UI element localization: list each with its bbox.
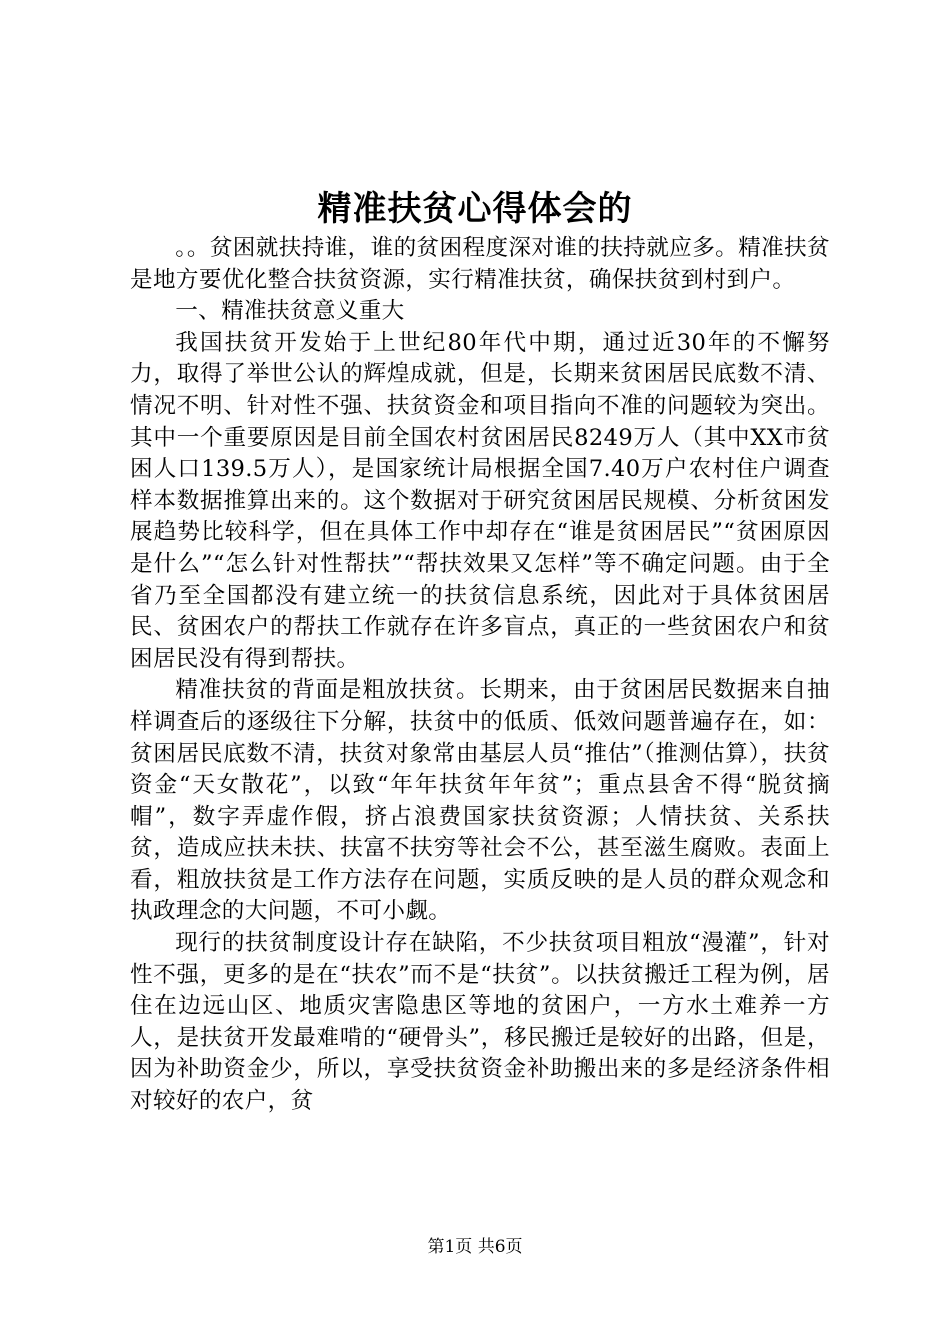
paragraph-intro: 。。贫困就扶持谁，谁的贫困程度深对谁的扶持就应多。精准扶贫是地方要优化整合扶贫资源，实行精准扶贫，确保扶贫到村到户。 [130,235,830,293]
paragraph-extensive-poverty: 精准扶贫的背面是粗放扶贫。长期来，由于贫困居民数据来自抽样调查后的逐级往下分解，扶贫中的低质、低效问题普遍存在，如：贫困居民底数不清，扶贫对象常由基层人员“推估”（推测估算），扶贫资金“天女散花”，以致“年年扶贫年年贫”；重点县舍不得“脱贫摘帽”，数字弄虚作假，挤占浪费国家扶贫资源；人情扶贫、关系扶贫，造成应扶未扶、扶富不扶穷等社会不公，甚至滋生腐败。表面上看，粗放扶贫是工作方法存在问题，实质反映的是人员的群众观念和执政理念的大问题，不可小觑。 [130,677,830,925]
paragraph-background: 我国扶贫开发始于上世纪80年代中期，通过近30年的不懈努力，取得了举世公认的辉煌成就，但是，长期来贫困居民底数不清、情况不明、针对性不强、扶贫资金和项目指向不准的问题较为突出。其中一个重要原因是目前全国农村贫困居民8249万人（其中XX市贫困人口139.5万人），是国家统计局根据全国7.40万户农村住户调查样本数据推算出来的。这个数据对于研究贫困居民规模、分析贫困发展趋势比较科学，但在具体工作中却存在“谁是贫困居民”“贫困原因是什么”“怎么针对性帮扶”“帮扶效果又怎样”等不确定问题。由于全省乃至全国都没有建立统一的扶贫信息系统，因此对于具体贫困居民、贫困农户的帮扶工作就存在许多盲点，真正的一些贫困农户和贫困居民没有得到帮扶。 [130,329,830,672]
section-heading: 一、精准扶贫意义重大 [175,298,405,325]
document-body [130,233,830,1118]
document-title: 精准扶贫心得体会的 [317,189,633,229]
paragraph-system-defects: 现行的扶贫制度设计存在缺陷，不少扶贫项目粗放“漫灌”，针对性不强，更多的是在“扶农”而不是“扶贫”。以扶贫搬迁工程为例，居住在边远山区、地质灾害隐患区等地的贫困户，一方水土难养一方人，是扶贫开发最难啃的“硬骨头”，移民搬迁是较好的出路，但是，因为补助资金少，所以，享受扶贫资金补助搬出来的多是经济条件相对较好的农户，贫 [130,930,830,1115]
page-footer: 第1页 共6页 [427,1237,523,1257]
